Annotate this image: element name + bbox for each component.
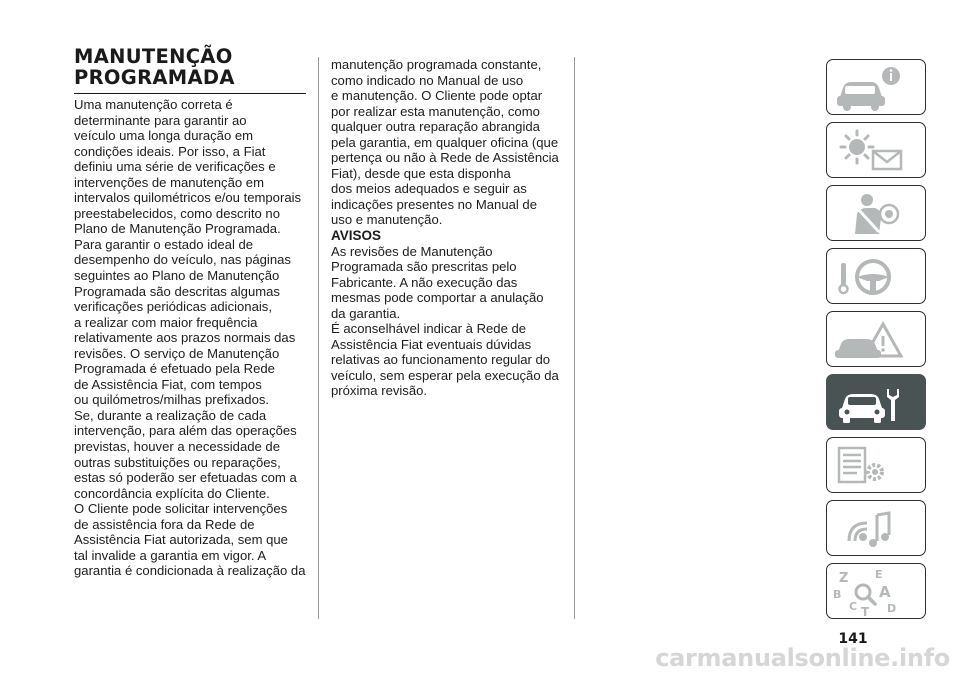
tab-multimedia[interactable] (826, 500, 926, 556)
text-line: previstas, houver a necessidade de (74, 439, 280, 455)
text-line: intervenções de manutenção em (74, 174, 264, 190)
tab-emergency[interactable] (826, 311, 926, 367)
text-line: intervenção, para além das operações (74, 423, 297, 439)
text-line: uso e manutenção. (331, 212, 443, 228)
text-line: por realizar esta manutenção, como (331, 103, 540, 119)
index-letter-a: A (879, 583, 891, 601)
text-line: seguintes ao Plano de Manutenção (74, 268, 280, 284)
text-line: determinante para garantir ao (74, 112, 247, 128)
text-line: e manutenção. O Cliente pode optar (331, 88, 543, 104)
text-line: mesmas pode comportar a anulação (331, 290, 544, 306)
text-line: verificações periódicas adicionais, (74, 299, 272, 315)
heading-underline (74, 93, 306, 94)
tab-maintenance[interactable] (826, 374, 926, 430)
column-divider-right (574, 57, 575, 619)
tab-car-info[interactable] (826, 59, 926, 115)
text-line: de Assistência Fiat, com tempos (74, 376, 262, 392)
text-line: pertença ou não à Rede de Assistência (331, 150, 559, 166)
datasheet-gear-icon (827, 438, 926, 493)
text-line: Programada são prescritas pelo (331, 259, 517, 275)
watermark: carmanualsonline.info (655, 644, 950, 672)
heading-line-1: MANUTENÇÃO (74, 45, 233, 68)
text-line: Fiat), desde que esta disponha (331, 165, 511, 181)
index-letter-d: D (887, 602, 897, 615)
index-letter-e: E (875, 568, 883, 581)
text-line: manutenção programada constante, (331, 57, 542, 72)
emergency-icon (827, 312, 926, 367)
text-line: As revisões de Manutenção (331, 243, 493, 259)
text-line: próxima revisão. (331, 383, 428, 399)
index-letter-b: B (833, 588, 842, 601)
tab-safety[interactable] (826, 185, 926, 241)
text-line: veículo, sem esperar pela execução da (331, 367, 559, 383)
text-line: relativamente aos prazos normais das (74, 330, 296, 346)
page-number: 141 (838, 631, 868, 647)
text-line: Uma manutenção correta é (74, 97, 233, 112)
text-column-1 (74, 97, 310, 579)
warning-title: AVISOS (331, 228, 382, 244)
text-line: preestabelecidos, como descrito no (74, 205, 280, 221)
text-line: É aconselhável indicar à Rede de (331, 321, 527, 337)
text-line: Programada são descritas algumas (74, 283, 280, 299)
text-line: ou quilómetros/milhas prefixados. (74, 392, 270, 408)
text-line: definiu uma série de verificações e (74, 159, 276, 175)
text-line: Plano de Manutenção Programada. (74, 221, 281, 237)
text-line: como indicado no Manual de uso (331, 72, 524, 88)
column-divider-left (318, 57, 319, 619)
heading-line-2: PROGRAMADA (74, 66, 235, 89)
warning-light-icon (827, 123, 926, 178)
text-line: veículo uma longa duração em (74, 128, 254, 144)
text-line: Para garantir o estado ideal de (74, 236, 254, 252)
multimedia-icon (827, 501, 926, 556)
text-line: outras substituições ou reparações, (74, 454, 281, 470)
text-line: revisões. O serviço de Manutenção (74, 345, 280, 361)
tab-start-driving[interactable] (826, 248, 926, 304)
text-line: relativas ao funcionamento regular do (331, 352, 551, 368)
text-line: qualquer outra reparação abrangida (331, 119, 540, 135)
text-line: desempenho do veículo, nas páginas (74, 252, 291, 268)
text-line: de assistência fora da Rede de (74, 516, 255, 532)
text-line: O Cliente pode solicitar intervenções (74, 501, 288, 517)
text-line: pela garantia, em qualquer oficina (que (331, 134, 559, 150)
text-column-2 (331, 57, 567, 399)
text-line: tal invalide a garantia em vigor. A (74, 547, 267, 563)
tab-technical-data[interactable] (826, 437, 926, 493)
text-line: Assistência Fiat eventuais dúvidas (331, 336, 532, 352)
text-line: a realizar com maior frequência (74, 314, 258, 330)
text-line: Programada é efetuado pela Rede (74, 361, 275, 377)
text-line: concordância explícita do Cliente. (74, 485, 270, 501)
index-letter-c: C (849, 600, 858, 613)
text-line: condições ideais. Por isso, a Fiat (74, 143, 266, 159)
tab-index[interactable] (826, 563, 926, 619)
text-line: estas só poderão ser efetuadas com a (74, 470, 297, 486)
text-line: dos meios adequados e seguir as (331, 181, 527, 197)
text-line: garantia é condicionada à realização da (74, 563, 306, 579)
seatbelt-icon (827, 186, 926, 241)
index-letter-t: T (861, 605, 870, 619)
text-line: Fabricante. A não execução das (331, 274, 518, 290)
text-line: da garantia. (331, 305, 401, 321)
steering-wheel-icon (827, 249, 926, 304)
text-line: indicações presentes no Manual de (331, 196, 537, 212)
text-line: Se, durante a realização de cada (74, 407, 267, 423)
text-line: intervalos quilométricos e/ou temporais (74, 190, 302, 206)
index-letter-z: Z (839, 571, 849, 586)
text-line: Assistência Fiat autorizada, sem que (74, 532, 288, 548)
car-wrench-icon (827, 375, 926, 430)
car-info-icon (827, 60, 926, 115)
tab-lights-messages[interactable] (826, 122, 926, 178)
alphabetical-index-icon (827, 564, 926, 619)
section-heading (74, 46, 306, 88)
